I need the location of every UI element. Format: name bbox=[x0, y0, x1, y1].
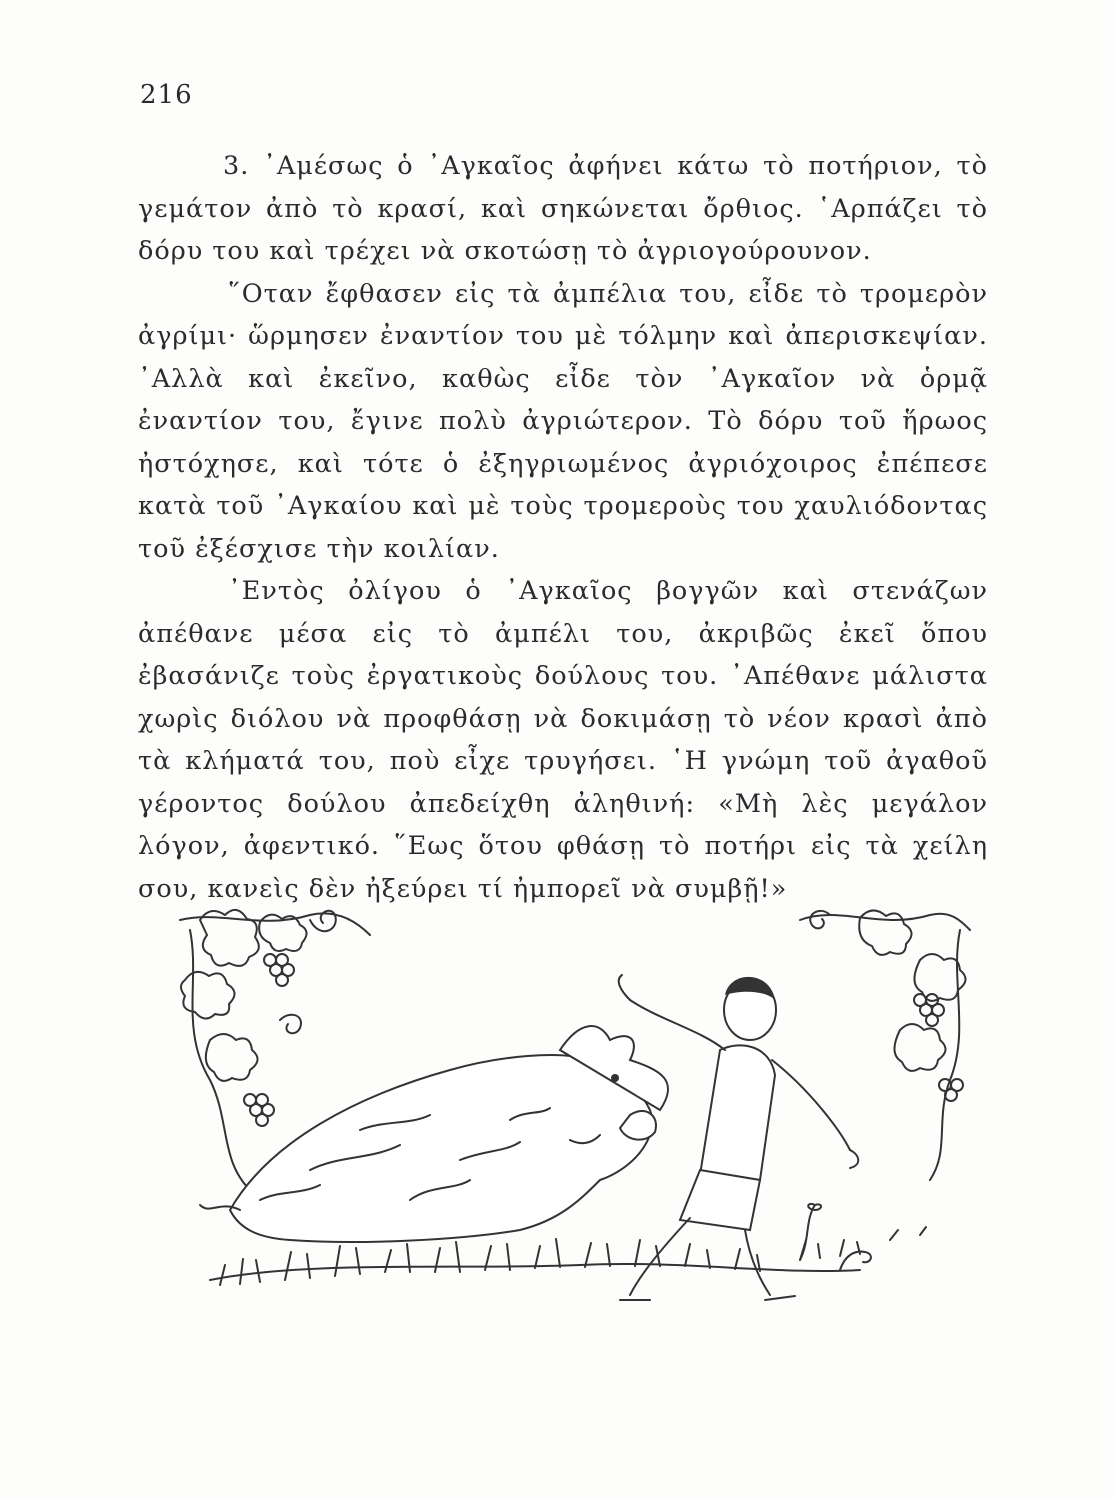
grape-cluster-right bbox=[914, 994, 963, 1101]
grass-ground bbox=[210, 1239, 860, 1285]
grape-cluster-left bbox=[244, 954, 294, 1126]
boar-illustration bbox=[160, 900, 1000, 1340]
body-text bbox=[138, 145, 988, 910]
page-number: 216 bbox=[140, 80, 193, 110]
grapevine-right bbox=[800, 910, 970, 1180]
paragraph-3: ᾿Εντὸς ὀλίγου ὁ ᾿Αγκαῖος βογγῶν καὶ στενάζων ἀπέθανε μέσα εἰς τὸ ἀμπέλι του, ἀκριβῶς ἐκεῖ ὅπου ἐβασάνιζε τοὺς ἐργατικοὺς δούλους του. ᾿Απέθανε μάλιστα χωρὶς διόλου νὰ προφθάσῃ νὰ δοκιμάσῃ τὸ νέον κρασὶ ἀπὸ τὰ κλήματά του, ποὺ εἶχε τρυγήσει. ῾Η γνώμη τοῦ ἀγαθοῦ γέροντος δούλου ἀπεδείχθη ἀληθινή: «Μὴ λὲς μεγάλον λόγον, ἀφεντικό. ῞Εως ὅτου φθάσῃ τὸ ποτήρι εἰς τὰ χείλη σου, κανεὶς δὲν ἠξεύρει τί ἠμπορεῖ νὰ συμβῇ!» bbox=[138, 576, 988, 904]
paragraph-2: ῞Οταν ἔφθασεν εἰς τὰ ἀμπέλια του, εἶδε τὸ τρομερὸν ἀγρίμι· ὥρμησεν ἐναντίον του μὲ τόλμην καὶ ἀπερισκεψίαν. ᾿Αλλὰ καὶ ἐκεῖνο, καθὼς εἶδε τὸν ᾿Αγκαῖον νὰ ὁρμᾷ ἐναντίον του, ἔγινε πολὺ ἀγριώτερον. Τὸ δόρυ τοῦ ἥρωος ἠστόχησε, καὶ τότε ὁ ἐξηγριωμένος ἀγριόχοιρος ἐπέπεσε κατὰ τοῦ ᾿Αγκαίου καὶ μὲ τοὺς τρομεροὺς του χαυλιόδοντας τοῦ ἐξέσχισε τὴν κοιλίαν. bbox=[138, 278, 988, 564]
boar-figure bbox=[200, 1026, 668, 1242]
paragraph-1: 3. ᾿Αμέσως ὁ ᾿Αγκαῖος ἀφήνει κάτω τὸ ποτήριον, τὸ γεμάτον ἀπὸ τὸ κρασί, καὶ σηκώνεται ὄρθιος. ῾Αρπάζει τὸ δόρυ του καὶ τρέχει νὰ σκοτώσῃ τὸ ἀγριογούρουνον. bbox=[138, 151, 988, 266]
flowers-right bbox=[800, 1204, 926, 1270]
